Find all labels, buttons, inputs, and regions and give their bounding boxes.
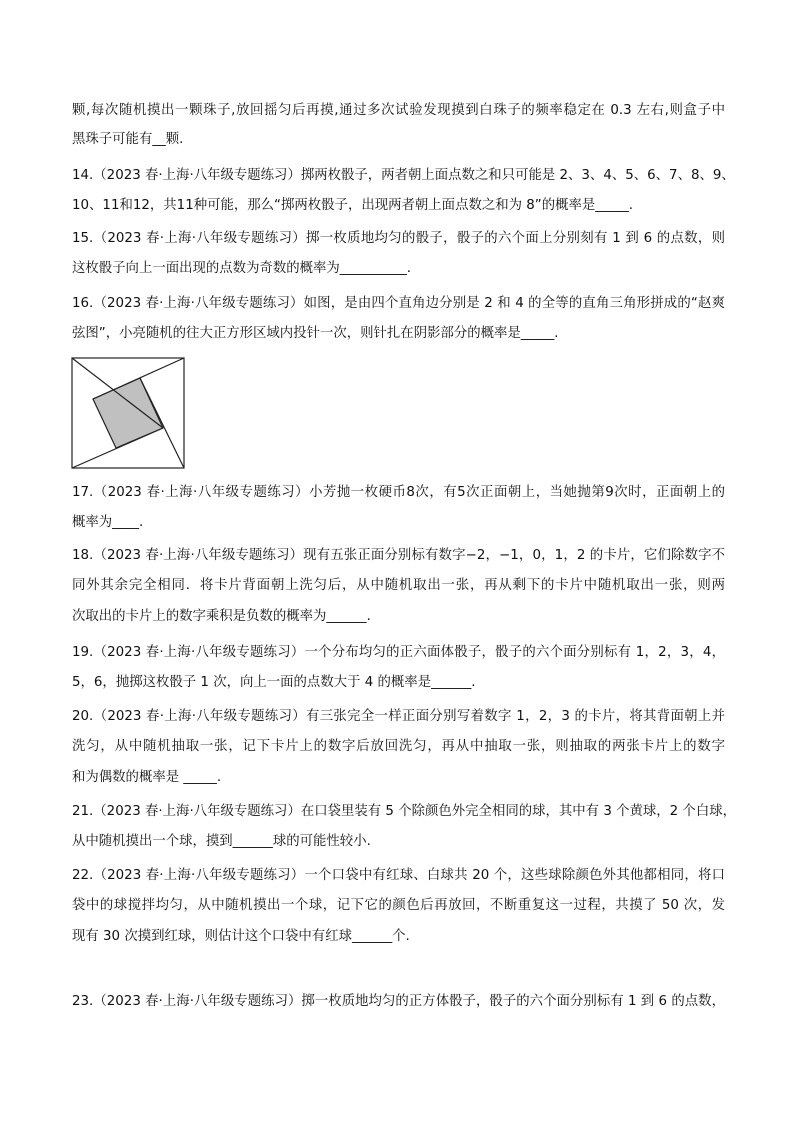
q18-line-1: 18.（2023 春·上海·八年级专题练习）现有五张正面分别标有数字−2，−1，0，1，2 的卡片，它们除数字不 <box>72 548 725 563</box>
q14-line-2: 10、11和12，共11种可能，那么“掷两枚骰子，出现两者朝上面点数之和为 8”的概率是_____. <box>72 198 634 213</box>
q20-line-1: 20.（2023 春·上海·八年级专题练习）有三张完全一样正面分别写着数字 1，2，3 的卡片，将其背面朝上并 <box>72 709 725 724</box>
q22-line-1: 22.（2023 春·上海·八年级专题练习）一个口袋中有红球、白球共 20 个，这些球除颜色外其他都相同，将口 <box>72 868 725 883</box>
q19-line-1: 19.（2023 春·上海·八年级专题练习）一个分布均匀的正六面体骰子，骰子的六个面分别标有 1，2，3，4， <box>72 645 725 660</box>
q18-line-3: 次取出的卡片上的数字乘积是负数的概率为______. <box>72 609 371 624</box>
q14-line-1: 14.（2023 春·上海·八年级专题练习）掷两枚骰子，两者朝上面点数之和只可能是 2、3、4、5、6、7、8、9、 <box>72 168 735 183</box>
q21-line-1: 21.（2023 春·上海·八年级专题练习）在口袋里装有 5 个除颜色外完全相同的球，其中有 3 个黄球，2 个白球， <box>72 804 736 819</box>
q13-line-1: 颗,每次随机摸出一颗珠子,放回摇匀后再摸,通过多次试验发现摸到白珠子的频率稳定在 0.3 左右,则盒子中 <box>72 103 725 118</box>
q13-line-2: 黑珠子可能有__颗. <box>72 132 184 147</box>
q22-line-2: 袋中的球搅拌均匀，从中随机摸出一个球，记下它的颜色后再放回，不断重复这一过程，共摸了 50 次，发 <box>72 898 725 913</box>
q20-line-3: 和为偶数的概率是 _____. <box>72 770 222 785</box>
q21-line-2: 从中随机摸出一个球，摸到______球的可能性较小. <box>72 834 371 849</box>
q16-line-1: 16.（2023 春·上海·八年级专题练习）如图，是由四个直角边分别是 2 和 4 的全等的直角三角形拼成的“赵爽 <box>72 296 725 311</box>
q17-line-1: 17.（2023 春·上海·八年级专题练习）小芳抛一枚硬币8次，有5次正面朝上，当她抛第9次时，正面朝上的 <box>72 485 725 500</box>
q18-line-2: 同外其余完全相同．将卡片背面朝上洗匀后，从中随机取出一张，再从剩下的卡片中随机取出一张，则两 <box>72 578 725 593</box>
q17-line-2: 概率为____. <box>72 515 144 530</box>
shaded-inner-square <box>93 378 163 448</box>
q19-line-2: 5，6，抛掷这枚骰子 1 次，向上一面的点数大于 4 的概率是______. <box>72 675 476 690</box>
q22-line-3: 现有 30 次摸到红球，则估计这个口袋中有红球______个. <box>72 929 410 944</box>
q23-line-1: 23.（2023 春·上海·八年级专题练习）掷一枚质地均匀的正方体骰子，骰子的六个面分别标有 1 到 6 的点数， <box>72 994 725 1009</box>
q16-line-2: 弦图”，小亮随机的往大正方形区域内投针一次，则针扎在阴影部分的概率是_____. <box>72 326 559 341</box>
q15-line-1: 15.（2023 春·上海·八年级专题练习）掷一枚质地均匀的骰子，骰子的六个面上分别刻有 1 到 6 的点数，则 <box>72 231 725 246</box>
q15-line-2: 这枚骰子向上一面出现的点数为奇数的概率为__________. <box>72 261 412 276</box>
zhao-shuang-figure <box>71 357 185 469</box>
q20-line-2: 洗匀，从中随机抽取一张，记下卡片上的数字后放回洗匀，再从中抽取一张，则抽取的两张卡片上的数字 <box>72 739 725 754</box>
